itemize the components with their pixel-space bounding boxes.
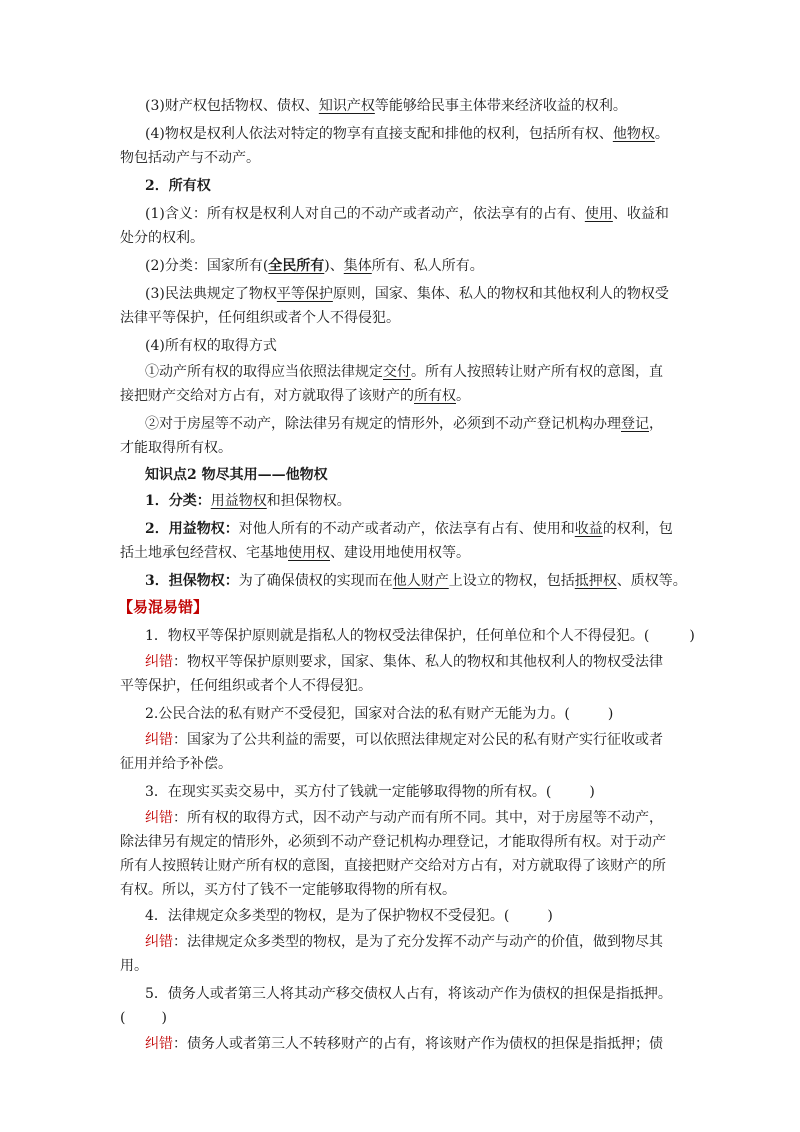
para-immovable-acquisition-cont: 才能取得所有权。 bbox=[120, 440, 232, 456]
correction-1-cont: 平等保护，任何组织或者个人不得侵犯。 bbox=[120, 678, 372, 694]
blank-answer: 全民所有 bbox=[268, 258, 325, 274]
correction-4: 纠错：法律规定众多类型的物权，是为了充分发挥不动产与动产的价值，做到物尽其 bbox=[145, 934, 663, 950]
blank-answer: 收益 bbox=[574, 521, 603, 537]
correction-4-cont: 用。 bbox=[120, 958, 148, 974]
correction-5: 纠错：债务人或者第三人不转移财产的占有，将该财产作为债权的担保是指抵押；债 bbox=[145, 1036, 663, 1052]
section-heading-common-mistakes: 【易混易错】 bbox=[118, 598, 209, 616]
correction-1: 纠错：物权平等保护原则要求，国家、集体、私人的物权和其他权利人的物权受法律 bbox=[145, 654, 663, 670]
correction-3-cont-2: 所有人按照转让财产所有权的意图，直接把财产交给对方占有，对方就取得了该财产的所 bbox=[120, 858, 666, 874]
para-ownership-definition-cont: 处分的权利。 bbox=[120, 230, 204, 246]
section-title-ownership: 2．所有权 bbox=[145, 178, 211, 194]
blank-answer: 抵押权 bbox=[574, 573, 617, 589]
para-usufruct-rights-cont: 括土地承包经营权、宅基地使用权、建设用地使用权等。 bbox=[120, 545, 470, 561]
blank-answer: 知识产权 bbox=[318, 98, 375, 114]
para-acquisition-title: (4)所有权的取得方式 bbox=[145, 338, 277, 354]
para-equal-protection: (3)民法典规定了物权平等保护原则，国家、集体、私人的物权和其他权利人的物权受 bbox=[145, 286, 669, 302]
correction-2: 纠错：国家为了公共利益的需要，可以依照法律规定对公民的私有财产实行征收或者 bbox=[145, 732, 663, 748]
para-ownership-definition: (1)含义：所有权是权利人对自己的不动产或者动产，依法享有的占有、使用、收益和 bbox=[145, 206, 669, 222]
para-real-rights-cont: 物包括动产与不动产。 bbox=[120, 150, 260, 166]
blank-answer: 用益物权 bbox=[210, 493, 267, 509]
correction-label: 纠错 bbox=[145, 810, 173, 826]
blank-answer: 登记 bbox=[621, 416, 649, 432]
para-ownership-classification: (2)分类：国家所有(全民所有)、集体所有、私人所有。 bbox=[145, 258, 484, 274]
blank-answer: 使用权 bbox=[288, 545, 330, 561]
correction-3-cont-1: 除法律另有规定的情形外，必须到不动产登记机构办理登记，才能取得所有权。对于动产 bbox=[120, 834, 666, 850]
para-movable-acquisition: ①动产所有权的取得应当依照法律规定交付。所有人按照转让财产所有权的意图，直 bbox=[145, 364, 663, 380]
para-usufruct-rights: 2．用益物权：对他人所有的不动产或者动产，依法享有占有、使用和收益的权利，包 bbox=[145, 521, 673, 537]
para-property-rights: (3)财产权包括物权、债权、知识产权等能够给民事主体带来经济收益的权利。 bbox=[145, 98, 627, 114]
para-movable-acquisition-cont: 接把财产交给对方占有，对方就取得了该财产的所有权。 bbox=[120, 388, 470, 404]
question-5-cont: ( ) bbox=[120, 1010, 167, 1026]
para-equal-protection-cont: 法律平等保护，任何组织或者个人不得侵犯。 bbox=[120, 310, 400, 326]
blank-answer: 集体 bbox=[343, 258, 372, 274]
blank-answer: 他物权 bbox=[612, 126, 655, 142]
para-security-rights: 3．担保物权：为了确保债权的实现而在他人财产上设立的物权，包括抵押权、质权等。 bbox=[145, 573, 687, 589]
knowledge-point-2-title: 知识点2 物尽其用——他物权 bbox=[145, 467, 328, 483]
question-1: 1．物权平等保护原则就是指私人的物权受法律保护，任何单位和个人不得侵犯。( ) bbox=[145, 628, 695, 644]
correction-label: 纠错 bbox=[145, 654, 173, 670]
question-2: 2.公民合法的私有财产不受侵犯，国家对合法的私有财产无能为力。( ) bbox=[145, 706, 614, 722]
question-3: 3．在现实买卖交易中，买方付了钱就一定能够取得物的所有权。( ) bbox=[145, 784, 595, 800]
correction-3: 纠错：所有权的取得方式，因不动产与动产而有所不同。其中，对于房屋等不动产， bbox=[145, 810, 663, 826]
correction-label: 纠错 bbox=[145, 934, 173, 950]
correction-2-cont: 征用并给予补偿。 bbox=[120, 756, 232, 772]
correction-3-cont-3: 有权。所以，买方付了钱不一定能够取得物的所有权。 bbox=[120, 882, 456, 898]
blank-answer: 交付 bbox=[383, 364, 411, 380]
question-4: 4．法律规定众多类型的物权，是为了保护物权不受侵犯。( ) bbox=[145, 908, 553, 924]
para-immovable-acquisition: ②对于房屋等不动产，除法律另有规定的情形外，必须到不动产登记机构办理登记， bbox=[145, 416, 663, 432]
blank-answer: 平等保护 bbox=[276, 286, 333, 302]
blank-answer: 所有权 bbox=[414, 388, 456, 404]
correction-label: 纠错 bbox=[145, 1036, 173, 1052]
para-real-rights: (4)物权是权利人依法对特定的物享有直接支配和排他的权利，包括所有权、他物权。 bbox=[145, 126, 669, 142]
question-5: 5．债务人或者第三人将其动产移交债权人占有，将该动产作为债权的担保是指抵押。 bbox=[145, 986, 672, 1002]
correction-label: 纠错 bbox=[145, 732, 173, 748]
para-other-rights-classification: 1．分类：用益物权和担保物权。 bbox=[145, 493, 351, 509]
blank-answer: 他人财产 bbox=[392, 573, 449, 589]
blank-answer: 使用 bbox=[584, 206, 613, 222]
